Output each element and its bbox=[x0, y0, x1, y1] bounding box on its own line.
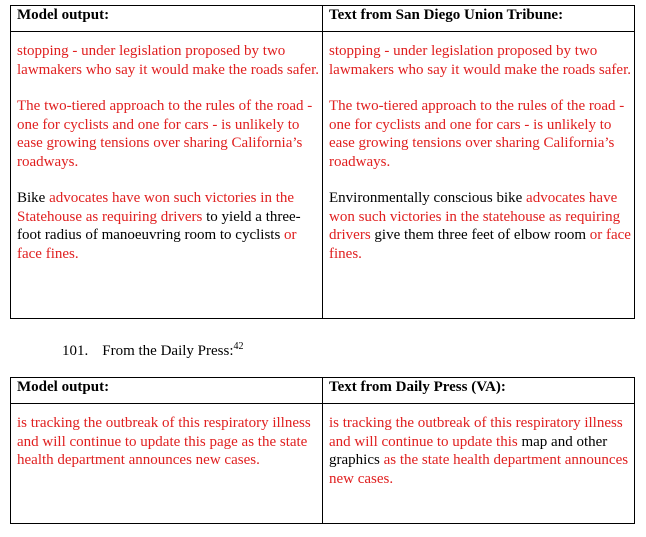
matching-text-segment: or face fines. bbox=[17, 227, 297, 262]
differing-text-segment: Bike bbox=[17, 190, 50, 206]
footnote-marker: 42 bbox=[233, 341, 244, 352]
matching-text-segment: is tracking the outbreak of this respiratory illness and will continue to update this bbox=[329, 415, 623, 450]
model-output-cell bbox=[11, 32, 323, 319]
model-output-cell bbox=[11, 404, 323, 524]
differing-text-segment: map and other graphics bbox=[329, 433, 608, 468]
paragraph bbox=[17, 189, 322, 263]
source-text-cell bbox=[323, 32, 635, 319]
section-title: From the Daily Press: bbox=[102, 343, 234, 359]
matching-text-segment: or face fines. bbox=[329, 227, 631, 262]
matching-text-segment: stopping - under legislation proposed by two lawmakers who say it would make the roads safer. bbox=[17, 43, 319, 78]
paragraph bbox=[329, 414, 634, 488]
paragraph bbox=[17, 97, 322, 171]
source-text-cell bbox=[323, 404, 635, 524]
matching-text-segment: advocates have won such victories in the Statehouse as requiring drivers bbox=[17, 190, 295, 225]
source-text-header: Text from Daily Press (VA): bbox=[323, 378, 635, 404]
paragraph bbox=[17, 42, 322, 79]
differing-text-segment: Environmentally conscious bike bbox=[329, 190, 527, 206]
paragraph bbox=[329, 42, 634, 79]
differing-text-segment: to yield a three-foot radius of manoeuvring room to cyclists bbox=[17, 208, 301, 243]
comparison-table-san-diego bbox=[10, 5, 635, 319]
matching-text-segment: as the state health department announces new cases. bbox=[329, 452, 629, 487]
matching-text-segment: is tracking the outbreak of this respiratory illness and will continue to update this page as the state health department announces new cases. bbox=[17, 415, 311, 468]
matching-text-segment: stopping - under legislation proposed by two lawmakers who say it would make the roads safer. bbox=[329, 43, 631, 78]
table-body-row bbox=[11, 32, 635, 319]
comparison-table-daily-press bbox=[10, 377, 635, 524]
source-text-header: Text from San Diego Union Tribune: bbox=[323, 6, 635, 32]
paragraph bbox=[329, 97, 634, 171]
table-body-row bbox=[11, 404, 635, 524]
matching-text-segment: advocates have won such victories in the statehouse as requiring drivers bbox=[329, 190, 621, 243]
differing-text-segment: give them three feet of elbow room bbox=[370, 227, 590, 243]
matching-text-segment: The two-tiered approach to the rules of the road - one for cyclists and one for cars - is unlikely to ease growing tensions over sharing California’s roadways. bbox=[17, 98, 313, 170]
table-header-row bbox=[11, 6, 635, 32]
paragraph bbox=[329, 189, 634, 263]
section-number: 101. bbox=[62, 343, 89, 359]
paragraph bbox=[17, 414, 322, 470]
model-output-header: Model output: bbox=[11, 6, 323, 32]
table-header-row bbox=[11, 378, 635, 404]
section-heading bbox=[62, 342, 244, 360]
matching-text-segment: The two-tiered approach to the rules of the road - one for cyclists and one for cars - is unlikely to ease growing tensions over sharing California’s roadways. bbox=[329, 98, 625, 170]
model-output-header: Model output: bbox=[11, 378, 323, 404]
